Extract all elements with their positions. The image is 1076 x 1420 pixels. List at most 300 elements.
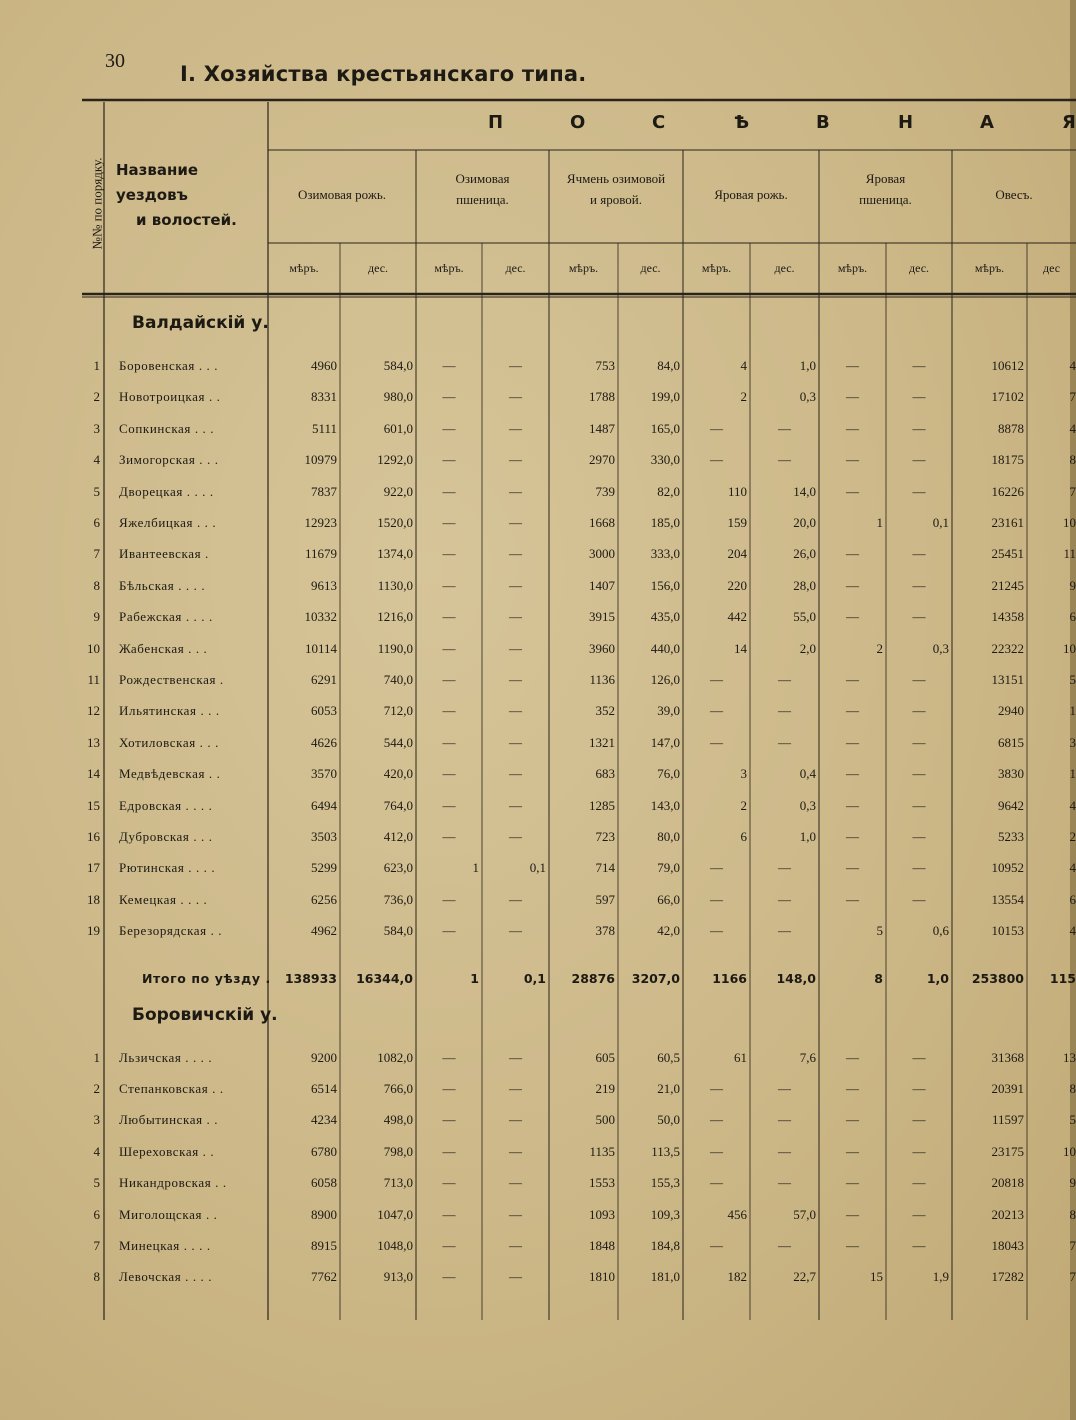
cell-mer: 11679 [304, 546, 337, 562]
cell-des: — [509, 640, 522, 656]
cell-des: — [509, 703, 522, 719]
unit-mer-header: мѣръ. [837, 261, 868, 275]
cell-mer: 1 [876, 515, 883, 530]
cell-des: — [778, 891, 791, 907]
cell-des: — [912, 483, 926, 499]
cell-des: — [912, 672, 926, 687]
cell-mer: 1 [470, 970, 479, 986]
cell-des: 4 [1069, 860, 1076, 876]
cell-des: 156,0 [650, 577, 680, 593]
cell-mer: 4962 [311, 923, 337, 939]
unit-des-header: дес. [505, 261, 526, 275]
cell-mer: 219 [595, 1081, 615, 1096]
row-number: 14 [87, 766, 100, 782]
unit-mer-header: мѣръ. [974, 261, 1005, 275]
cell-des: — [912, 734, 926, 750]
cell-mer: 5299 [311, 860, 337, 876]
cell-des: 3207,0 [631, 970, 680, 986]
cell-mer: 10612 [991, 358, 1024, 373]
cell-des: 913,0 [383, 1269, 413, 1285]
cell-mer: 683 [595, 766, 615, 782]
cell-mer: — [442, 891, 456, 907]
cell-mer: 8878 [998, 420, 1024, 436]
cell-mer: 1285 [589, 797, 615, 813]
cell-mer: 1166 [712, 970, 747, 986]
cell-des: 7 [1069, 1269, 1076, 1285]
cell-des: — [509, 1269, 522, 1285]
volost-name: Рабежская . . . . [119, 609, 213, 625]
cell-des: 3 [1069, 734, 1076, 750]
cell-mer: — [846, 734, 859, 750]
cell-des: 766,0 [383, 1081, 413, 1096]
cell-mer: — [846, 1049, 859, 1065]
cell-mer: 1788 [589, 389, 615, 405]
cell-des: 10 [1063, 515, 1076, 530]
cell-mer: — [846, 609, 859, 625]
cell-mer: 11597 [991, 1112, 1024, 1128]
row-number: 1 [93, 1049, 100, 1065]
unit-des-header: дес. [640, 261, 661, 275]
row-number: 2 [93, 1081, 100, 1096]
cell-mer: 3915 [589, 609, 615, 625]
cell-mer: 12923 [304, 515, 337, 530]
page-number: 30 [105, 50, 125, 72]
crop-header: Озимовая пшеница. [455, 171, 510, 207]
volost-name: Новотроицкая . . [119, 389, 221, 405]
cell-des: 6 [1069, 609, 1076, 625]
cell-des: 1,0 [799, 829, 816, 844]
cell-mer: 1553 [589, 1175, 615, 1191]
cell-mer: 500 [595, 1112, 615, 1128]
cell-mer: 3503 [311, 829, 337, 844]
cell-des: 1 [1069, 766, 1076, 782]
cell-des: — [509, 797, 522, 813]
cell-des: 80,0 [657, 829, 680, 844]
cell-des: 11 [1063, 546, 1076, 562]
cell-mer: — [442, 515, 456, 530]
cell-des: 10 [1063, 1143, 1076, 1159]
row-number: 3 [93, 420, 100, 436]
cell-des: — [509, 483, 522, 499]
row-number: 4 [93, 1143, 100, 1159]
cell-des: 980,0 [383, 389, 413, 405]
cell-des: — [912, 891, 926, 907]
cell-des: 148,0 [776, 970, 816, 986]
cell-des: 1190,0 [377, 640, 413, 656]
cell-des: 50,0 [657, 1112, 680, 1128]
cell-mer: 18043 [991, 1238, 1024, 1253]
cell-des: — [912, 609, 926, 625]
row-number: 8 [93, 1269, 100, 1285]
cell-mer: 6 [740, 829, 747, 844]
row-number: 6 [93, 1206, 100, 1222]
cell-des: — [912, 1112, 926, 1128]
crop-header: Овесъ. [995, 187, 1033, 202]
cell-mer: 9613 [311, 577, 337, 593]
row-number: 5 [93, 1175, 100, 1191]
row-number: 12 [87, 703, 100, 719]
cell-mer: 753 [595, 358, 615, 373]
row-number: 11 [87, 672, 100, 687]
cell-des: 22,7 [793, 1269, 816, 1285]
cell-mer: 5 [876, 923, 883, 939]
cell-des: — [778, 734, 791, 750]
cell-des: 199,0 [650, 389, 680, 405]
cell-des: 165,0 [650, 420, 680, 436]
volost-name: Зимогорская . . . [119, 452, 219, 468]
cell-des: 5 [1069, 1112, 1076, 1128]
cell-des: 7 [1069, 483, 1076, 499]
cell-des: 498,0 [383, 1112, 413, 1128]
group-title-letter: О [570, 112, 586, 133]
cell-mer: — [846, 452, 859, 468]
uezd-title: Валдайскій у. [132, 313, 269, 333]
cell-mer: 9642 [998, 797, 1024, 813]
crop-header: Ячмень озимовой и яровой. [566, 171, 666, 207]
cell-des: 1292,0 [377, 452, 413, 468]
cell-des: 584,0 [383, 923, 413, 939]
cell-mer: — [442, 1238, 456, 1253]
cell-des: 8 [1069, 1206, 1076, 1222]
cell-des: 13 [1063, 1049, 1076, 1065]
group-title-letter: Н [898, 112, 914, 133]
cell-mer: 23175 [991, 1143, 1024, 1159]
uezd-title: Боровичскій у. [132, 1004, 278, 1025]
cell-mer: — [442, 577, 456, 593]
cell-mer: 1093 [589, 1206, 615, 1222]
cell-mer: 2970 [589, 452, 615, 468]
volost-name: Едровская . . . . [119, 797, 213, 813]
cell-mer: 1810 [589, 1269, 615, 1285]
volost-name: Жабенская . . . [119, 640, 208, 656]
page-title: I. Хозяйства крестьянскаго типа. [180, 62, 587, 86]
cell-des: 2 [1069, 829, 1076, 844]
cell-mer: — [846, 483, 859, 499]
cell-mer: 14 [734, 640, 747, 656]
group-title-letter: Ѣ [734, 112, 750, 133]
cell-des: — [912, 1143, 926, 1159]
cell-des: 1216,0 [377, 609, 413, 625]
cell-des: 435,0 [650, 609, 680, 625]
cell-mer: 3000 [589, 546, 615, 562]
cell-des: — [912, 766, 926, 782]
cell-des: 9 [1069, 1175, 1076, 1191]
cell-des: — [509, 1175, 522, 1191]
cell-des: 0,3 [799, 797, 816, 813]
cell-des: 0,1 [932, 515, 949, 530]
cell-des: 28,0 [793, 577, 816, 593]
cell-mer: 1668 [589, 515, 615, 530]
cell-des: — [509, 1206, 522, 1222]
cell-des: 333,0 [650, 546, 680, 562]
cell-des: — [509, 358, 522, 373]
row-number: 2 [93, 389, 100, 405]
cell-des: 184,8 [650, 1238, 680, 1253]
cell-des: — [778, 1081, 791, 1096]
cell-des: 10 [1063, 640, 1076, 656]
cell-mer: 220 [727, 577, 747, 593]
cell-mer: 1848 [589, 1238, 615, 1253]
cell-des: — [912, 797, 926, 813]
cell-des: — [912, 1238, 926, 1253]
cell-des: 57,0 [793, 1206, 816, 1222]
cell-des: — [778, 860, 791, 876]
cell-des: — [912, 829, 926, 844]
cell-des: — [509, 389, 522, 405]
cell-des: — [509, 1081, 522, 1096]
cell-des: 6 [1069, 891, 1076, 907]
cell-mer: — [846, 860, 859, 876]
cell-des: — [778, 452, 791, 468]
cell-mer: 10979 [304, 452, 337, 468]
cell-des: 8 [1069, 452, 1076, 468]
cell-mer: 1 [472, 860, 479, 876]
cell-des: 0,1 [529, 860, 546, 876]
cell-mer: — [710, 420, 723, 436]
cell-mer: — [710, 1112, 723, 1128]
volost-name: Медвѣдевская . . [119, 766, 221, 782]
cell-mer: 4626 [311, 734, 337, 750]
cell-mer: 6058 [311, 1175, 337, 1191]
cell-des: 7 [1069, 1238, 1076, 1253]
cell-mer: — [442, 1175, 456, 1191]
cell-mer: 20818 [991, 1175, 1024, 1191]
cell-des: 0,4 [799, 766, 816, 782]
cell-mer: 1136 [589, 672, 615, 687]
row-number: 3 [93, 1112, 100, 1128]
cell-des: 60,5 [657, 1049, 680, 1065]
cell-des: 126,0 [650, 672, 680, 687]
cell-mer: 5233 [998, 829, 1024, 844]
col-name-header: Название уездовъ и волостей. [116, 161, 237, 229]
cell-des: — [778, 703, 791, 719]
group-title-letter: А [980, 112, 994, 133]
cell-mer: — [846, 1238, 859, 1253]
cell-des: 147,0 [650, 734, 680, 750]
cell-des: — [912, 420, 926, 436]
cell-des: 740,0 [383, 672, 413, 687]
row-number: 9 [93, 609, 100, 625]
cell-des: 109,3 [650, 1206, 680, 1222]
cell-mer: — [846, 829, 859, 844]
cell-des: — [912, 703, 926, 719]
group-title-letter: С [652, 112, 666, 133]
cell-des: — [509, 672, 522, 687]
cell-mer: 14358 [991, 609, 1024, 625]
cell-des: 7 [1069, 389, 1076, 405]
row-number: 15 [87, 797, 100, 813]
cell-mer: 138933 [284, 970, 337, 986]
cell-mer: — [442, 1081, 456, 1096]
cell-mer: 253800 [971, 970, 1024, 986]
volost-name: Яжелбицкая . . . [119, 515, 217, 530]
row-number: 1 [93, 358, 100, 373]
data-table [82, 98, 1076, 1320]
cell-des: 4 [1069, 923, 1076, 939]
cell-mer: — [442, 640, 456, 656]
cell-des: — [509, 891, 522, 907]
cell-des: 39,0 [657, 703, 680, 719]
row-number: 7 [93, 1238, 100, 1253]
cell-mer: 739 [595, 483, 615, 499]
cell-des: — [509, 577, 522, 593]
cell-mer: — [442, 483, 456, 499]
cell-des: — [509, 1112, 522, 1128]
cell-des: — [912, 1049, 926, 1065]
volost-name: Шереховская . . [119, 1143, 215, 1159]
cell-des: — [912, 1206, 926, 1222]
row-number: 13 [87, 734, 100, 750]
cell-des: — [778, 1112, 791, 1128]
cell-mer: 159 [727, 515, 747, 530]
volost-name: Кемецкая . . . . [119, 891, 208, 907]
cell-mer: — [710, 1081, 723, 1096]
cell-mer: 4234 [311, 1112, 337, 1128]
cell-des: — [509, 546, 522, 562]
cell-mer: 7837 [311, 483, 337, 499]
cell-mer: 1407 [589, 577, 615, 593]
cell-mer: — [846, 891, 859, 907]
cell-des: — [509, 923, 522, 939]
cell-des: 601,0 [383, 420, 413, 436]
cell-des: 1048,0 [377, 1238, 413, 1253]
cell-mer: 2 [876, 640, 883, 656]
cell-mer: — [442, 1269, 456, 1285]
cell-des: 115 [1049, 970, 1076, 986]
cell-des: — [509, 734, 522, 750]
cell-des: 1374,0 [377, 546, 413, 562]
cell-des: 181,0 [650, 1269, 680, 1285]
row-number: 16 [87, 829, 100, 844]
cell-des: 82,0 [657, 483, 680, 499]
cell-des: 1,0 [926, 970, 949, 986]
cell-mer: — [710, 1143, 723, 1159]
cell-mer: 20213 [991, 1206, 1024, 1222]
group-title-letter: В [816, 112, 830, 133]
cell-mer: — [846, 358, 859, 373]
row-number: 10 [87, 640, 100, 656]
cell-mer: 456 [727, 1206, 747, 1222]
cell-mer: — [846, 1112, 859, 1128]
cell-des: 922,0 [383, 483, 413, 499]
cell-mer: — [442, 703, 456, 719]
cell-mer: 182 [727, 1269, 747, 1285]
cell-mer: 2 [740, 389, 747, 405]
cell-mer: 25451 [991, 546, 1024, 562]
cell-des: 26,0 [793, 546, 816, 562]
cell-mer: 10952 [991, 860, 1024, 876]
cell-des: 712,0 [383, 703, 413, 719]
cell-des: 0,6 [932, 923, 949, 939]
cell-des: 16344,0 [356, 970, 413, 986]
cell-des: 42,0 [657, 923, 680, 939]
cell-des: 713,0 [383, 1175, 413, 1191]
cell-des: — [509, 1143, 522, 1159]
cell-mer: 605 [595, 1049, 615, 1065]
cell-des: — [912, 389, 926, 405]
volost-name: Льзичская . . . . [119, 1049, 213, 1065]
row-number: 4 [93, 452, 100, 468]
row-number: 7 [93, 546, 100, 562]
cell-mer: 6291 [311, 672, 337, 687]
volost-name: Рютинская . . . . [119, 860, 216, 876]
unit-des-header: дес. [908, 261, 930, 275]
cell-des: 8 [1069, 1081, 1076, 1096]
cell-des: 584,0 [383, 358, 413, 373]
cell-mer: 6514 [311, 1081, 337, 1096]
unit-mer-header: мѣръ. [568, 261, 599, 275]
cell-des: 14,0 [793, 483, 816, 499]
cell-des: 1520,0 [377, 515, 413, 530]
cell-mer: 3570 [311, 766, 337, 782]
cell-mer: 23161 [991, 515, 1024, 530]
cell-des: — [509, 420, 522, 436]
volost-name: Боровенская . . . [119, 358, 219, 373]
cell-mer: 4 [740, 358, 747, 373]
cell-mer: — [442, 358, 456, 373]
cell-mer: — [442, 766, 456, 782]
cell-des: 4 [1069, 420, 1076, 436]
cell-mer: 13151 [991, 672, 1024, 687]
cell-mer: 7762 [311, 1269, 337, 1285]
cell-mer: 31368 [991, 1049, 1024, 1065]
cell-des: 1082,0 [377, 1049, 413, 1065]
volost-name: Ивантеевская . [119, 546, 209, 562]
unit-des-header: дес. [774, 261, 795, 275]
cell-mer: — [846, 703, 859, 719]
cell-des: 420,0 [383, 766, 413, 782]
cell-mer: — [442, 420, 456, 436]
cell-mer: — [846, 1143, 859, 1159]
cell-des: 185,0 [650, 515, 680, 530]
cell-mer: — [442, 797, 456, 813]
cell-des: 0,3 [799, 389, 816, 405]
cell-mer: 2 [740, 797, 747, 813]
cell-des: — [912, 577, 926, 593]
cell-des: 113,5 [651, 1143, 680, 1159]
cell-mer: — [710, 452, 723, 468]
cell-mer: — [442, 672, 456, 687]
cell-mer: — [846, 672, 859, 687]
cell-mer: — [442, 1112, 456, 1128]
cell-mer: — [846, 420, 859, 436]
cell-mer: 714 [595, 860, 615, 876]
cell-mer: — [846, 546, 859, 562]
cell-des: — [912, 358, 926, 373]
volost-name: Дубровская . . . [119, 829, 213, 844]
cell-mer: — [442, 546, 456, 562]
cell-des: — [912, 1175, 926, 1191]
cell-mer: — [442, 923, 456, 939]
cell-mer: — [710, 734, 723, 750]
cell-des: 1130,0 [377, 577, 413, 593]
cell-mer: 22322 [991, 640, 1024, 656]
cell-mer: 204 [727, 546, 747, 562]
cell-des: 1,0 [799, 358, 816, 373]
cell-des: 20,0 [793, 515, 816, 530]
cell-des: — [778, 420, 791, 436]
cell-des: 21,0 [657, 1081, 680, 1096]
cell-des: — [509, 1238, 522, 1253]
cell-mer: 10114 [304, 640, 337, 656]
cell-des: — [912, 860, 926, 876]
cell-des: — [778, 923, 791, 939]
cell-des: — [912, 452, 926, 468]
cell-mer: 4960 [311, 358, 337, 373]
cell-des: 412,0 [383, 829, 413, 844]
cell-des: 764,0 [383, 797, 413, 813]
cell-des: 544,0 [383, 734, 413, 750]
